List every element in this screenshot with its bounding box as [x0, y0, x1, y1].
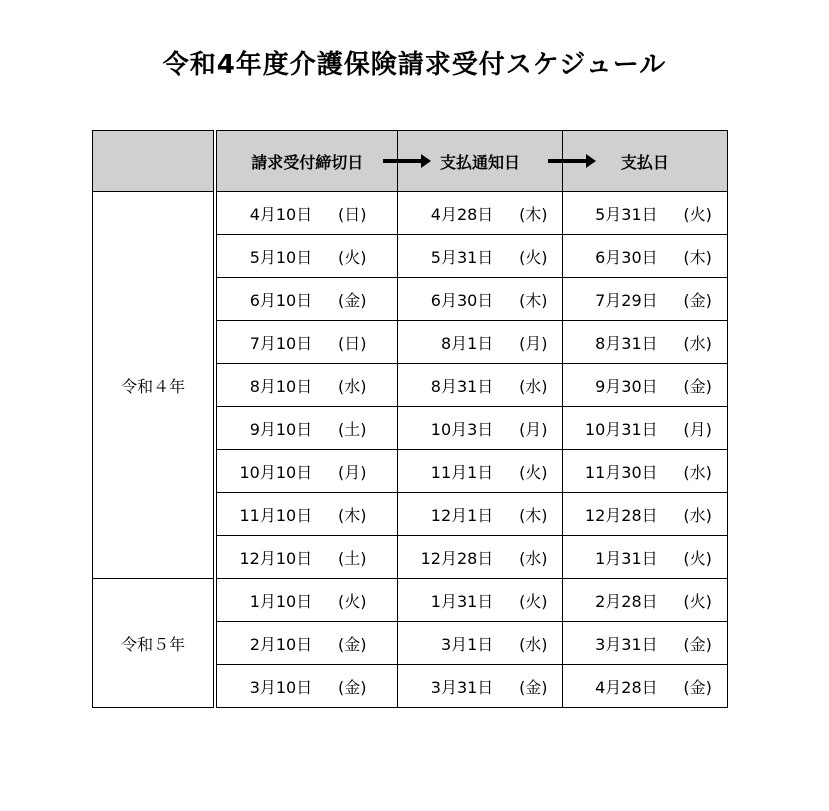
claim-deadline-cell [215, 622, 398, 665]
weekday-text: (月) [683, 419, 712, 439]
payment-date-cell [562, 321, 727, 364]
date-text: 2月28日 [595, 591, 658, 611]
weekday-text: (日) [337, 204, 367, 224]
date-text: 11月10日 [239, 505, 313, 525]
date-text: 8月31日 [595, 333, 658, 353]
weekday-text: (水) [683, 333, 712, 353]
weekday-text: (日) [337, 333, 367, 353]
date-text: 12月1日 [430, 505, 494, 525]
weekday-text: (木) [519, 290, 548, 310]
weekday-text: (火) [683, 591, 712, 611]
date-text: 10月3日 [430, 419, 494, 439]
payment-date-cell [562, 407, 727, 450]
date-text: 12月28日 [584, 505, 658, 525]
claim-deadline-cell [215, 407, 398, 450]
date-text: 5月10日 [249, 247, 313, 267]
payment-notice-cell [398, 235, 562, 278]
weekday-text: (水) [519, 548, 548, 568]
header-row [93, 131, 728, 192]
weekday-text: (月) [337, 462, 367, 482]
payment-date-cell [562, 450, 727, 493]
weekday-text: (土) [337, 548, 367, 568]
weekday-text: (水) [337, 376, 367, 396]
header-label: 支払日 [620, 152, 669, 172]
date-text: 7月29日 [595, 290, 658, 310]
schedule-table [92, 130, 728, 708]
date-text: 11月30日 [584, 462, 658, 482]
weekday-text: (月) [519, 419, 548, 439]
weekday-text: (金) [683, 376, 712, 396]
payment-date-cell [562, 536, 727, 579]
date-text: 8月1日 [440, 333, 494, 353]
weekday-text: (火) [519, 247, 548, 267]
payment-date-cell [562, 235, 727, 278]
date-text: 3月31日 [595, 634, 658, 654]
weekday-text: (火) [519, 462, 548, 482]
date-text: 6月10日 [249, 290, 313, 310]
claim-deadline-cell [215, 235, 398, 278]
date-text: 1月10日 [249, 591, 313, 611]
weekday-text: (火) [337, 247, 367, 267]
weekday-text: (火) [683, 548, 712, 568]
arrow-right-icon [383, 159, 423, 163]
payment-notice-cell [398, 321, 562, 364]
weekday-text: (水) [519, 376, 548, 396]
table-row [93, 579, 728, 622]
payment-notice-cell [398, 493, 562, 536]
date-text: 4月10日 [249, 204, 313, 224]
date-text: 8月31日 [430, 376, 494, 396]
weekday-text: (木) [337, 505, 367, 525]
payment-notice-cell [398, 192, 562, 235]
date-text: 12月10日 [239, 548, 313, 568]
claim-deadline-cell [215, 579, 398, 622]
date-text: 5月31日 [595, 204, 658, 224]
date-text: 10月31日 [584, 419, 658, 439]
claim-deadline-cell [215, 493, 398, 536]
payment-notice-cell [398, 407, 562, 450]
claim-deadline-cell [215, 278, 398, 321]
claim-deadline-cell [215, 321, 398, 364]
weekday-text: (金) [337, 290, 367, 310]
payment-date-cell [562, 622, 727, 665]
weekday-text: (水) [683, 462, 712, 482]
header-corner [93, 131, 216, 192]
payment-date-cell [562, 665, 727, 708]
era-label: 令和５年 [93, 579, 216, 708]
weekday-text: (金) [683, 634, 712, 654]
payment-date-cell [562, 278, 727, 321]
date-text: 1月31日 [430, 591, 494, 611]
weekday-text: (土) [337, 419, 367, 439]
date-text: 11月1日 [430, 462, 494, 482]
weekday-text: (火) [337, 591, 367, 611]
weekday-text: (金) [337, 677, 367, 697]
arrow-right-icon [548, 159, 588, 163]
weekday-text: (金) [683, 677, 712, 697]
date-text: 4月28日 [595, 677, 658, 697]
weekday-text: (木) [683, 247, 712, 267]
date-text: 12月28日 [420, 548, 494, 568]
claim-deadline-cell [215, 450, 398, 493]
weekday-text: (火) [683, 204, 712, 224]
date-text: 3月31日 [430, 677, 494, 697]
date-text: 6月30日 [595, 247, 658, 267]
payment-notice-cell [398, 364, 562, 407]
weekday-text: (木) [519, 505, 548, 525]
weekday-text: (金) [519, 677, 548, 697]
page-title: 令和4年度介護保険請求受付スケジュール [162, 50, 667, 80]
payment-notice-cell [398, 536, 562, 579]
table-row [93, 192, 728, 235]
payment-notice-cell [398, 579, 562, 622]
date-text: 7月10日 [249, 333, 313, 353]
claim-deadline-cell [215, 536, 398, 579]
payment-notice-cell [398, 278, 562, 321]
date-text: 3月1日 [440, 634, 494, 654]
payment-notice-cell [398, 450, 562, 493]
claim-deadline-cell [215, 192, 398, 235]
date-text: 3月10日 [249, 677, 313, 697]
weekday-text: (火) [519, 591, 548, 611]
header-claim-deadline [215, 131, 398, 192]
payment-date-cell [562, 579, 727, 622]
date-text: 4月28日 [430, 204, 494, 224]
payment-date-cell [562, 364, 727, 407]
payment-notice-cell [398, 622, 562, 665]
payment-notice-cell [398, 665, 562, 708]
weekday-text: (木) [519, 204, 548, 224]
date-text: 9月30日 [595, 376, 658, 396]
weekday-text: (水) [519, 634, 548, 654]
date-text: 1月31日 [595, 548, 658, 568]
claim-deadline-cell [215, 364, 398, 407]
weekday-text: (月) [519, 333, 548, 353]
header-label: 請求受付締切日 [251, 152, 364, 172]
date-text: 6月30日 [430, 290, 494, 310]
claim-deadline-cell [215, 665, 398, 708]
date-text: 8月10日 [249, 376, 313, 396]
weekday-text: (金) [337, 634, 367, 654]
date-text: 10月10日 [239, 462, 313, 482]
weekday-text: (金) [683, 290, 712, 310]
date-text: 2月10日 [249, 634, 313, 654]
payment-date-cell [562, 192, 727, 235]
date-text: 5月31日 [430, 247, 494, 267]
date-text: 9月10日 [249, 419, 313, 439]
era-label: 令和４年 [93, 192, 216, 579]
weekday-text: (水) [683, 505, 712, 525]
header-label: 支払通知日 [439, 152, 520, 172]
payment-date-cell [562, 493, 727, 536]
